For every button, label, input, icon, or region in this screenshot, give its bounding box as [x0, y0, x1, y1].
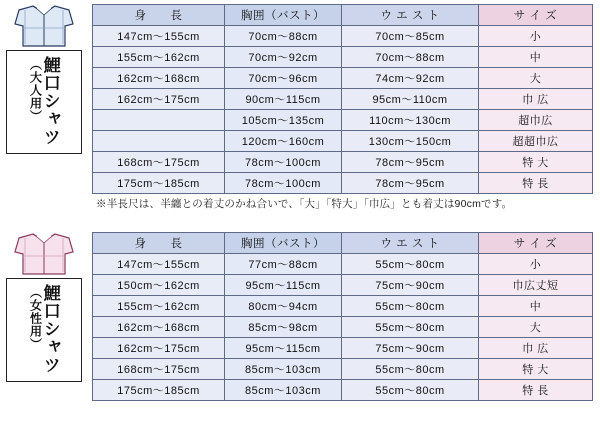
- col-header-waist: ウ エ ス ト: [342, 233, 479, 254]
- cell-waist: 55cm〜80cm: [342, 296, 479, 317]
- women-size-block: [0, 232, 593, 401]
- cell-size: 小: [479, 254, 593, 275]
- col-header-size: サ イ ズ: [479, 233, 593, 254]
- adult-size-block: [0, 4, 593, 194]
- cell-waist: 110cm〜130cm: [342, 110, 479, 131]
- cell-height: 175cm〜185cm: [93, 380, 225, 401]
- adult-size-table: [92, 4, 593, 194]
- table-row: [93, 89, 593, 110]
- cell-bust: 105cm〜135cm: [225, 110, 342, 131]
- women-label-main: 鯉口シャツ: [40, 284, 60, 374]
- cell-bust: 80cm〜94cm: [225, 296, 342, 317]
- cell-size: 特 長: [479, 380, 593, 401]
- table-row: [93, 254, 593, 275]
- table-row: [93, 338, 593, 359]
- cell-height: 155cm〜162cm: [93, 296, 225, 317]
- table-row: [93, 110, 593, 131]
- adult-label-card: [0, 4, 88, 154]
- cell-size: 大: [479, 317, 593, 338]
- cell-waist: 70cm〜88cm: [342, 47, 479, 68]
- cell-height: 162cm〜175cm: [93, 338, 225, 359]
- adult-label-box: [6, 50, 82, 154]
- cell-height: 147cm〜155cm: [93, 254, 225, 275]
- cell-size: 巾 広: [479, 89, 593, 110]
- table-row: [93, 152, 593, 173]
- cell-bust: 90cm〜115cm: [225, 89, 342, 110]
- cell-bust: 95cm〜115cm: [225, 338, 342, 359]
- cell-bust: 95cm〜115cm: [225, 275, 342, 296]
- cell-waist: 70cm〜85cm: [342, 26, 479, 47]
- cell-height: 162cm〜175cm: [93, 89, 225, 110]
- cell-height: [93, 131, 225, 152]
- cell-height: 168cm〜175cm: [93, 152, 225, 173]
- table-header-row: [93, 5, 593, 26]
- cell-bust: 70cm〜88cm: [225, 26, 342, 47]
- women-label-card: [0, 232, 88, 382]
- happi-coat-blue-icon: [9, 4, 79, 48]
- cell-size: 大: [479, 68, 593, 89]
- cell-waist: 130cm〜150cm: [342, 131, 479, 152]
- col-header-size: サ イ ズ: [479, 5, 593, 26]
- col-header-height: 身 長: [93, 233, 225, 254]
- cell-size: 特 長: [479, 173, 593, 194]
- cell-height: 147cm〜155cm: [93, 26, 225, 47]
- table-row: [93, 47, 593, 68]
- table-header-row: [93, 233, 593, 254]
- happi-coat-pink-icon: [9, 232, 79, 276]
- cell-waist: 95cm〜110cm: [342, 89, 479, 110]
- cell-waist: 55cm〜80cm: [342, 317, 479, 338]
- cell-waist: 55cm〜80cm: [342, 359, 479, 380]
- cell-waist: 78cm〜95cm: [342, 152, 479, 173]
- col-header-waist: ウ エ ス ト: [342, 5, 479, 26]
- cell-size: 中: [479, 296, 593, 317]
- cell-waist: 75cm〜90cm: [342, 275, 479, 296]
- adult-label-sub: （大人用）: [28, 58, 43, 123]
- table-row: [93, 380, 593, 401]
- table-row: [93, 131, 593, 152]
- cell-height: 162cm〜168cm: [93, 317, 225, 338]
- women-size-table: [92, 232, 593, 401]
- cell-size: 超巾広: [479, 110, 593, 131]
- cell-bust: 85cm〜103cm: [225, 380, 342, 401]
- adult-label-main: 鯉口シャツ: [40, 56, 60, 146]
- table-row: [93, 68, 593, 89]
- cell-waist: 75cm〜90cm: [342, 338, 479, 359]
- cell-size: 巾 広: [479, 338, 593, 359]
- cell-size: 巾広丈短: [479, 275, 593, 296]
- cell-bust: 120cm〜160cm: [225, 131, 342, 152]
- cell-bust: 77cm〜88cm: [225, 254, 342, 275]
- cell-height: 168cm〜175cm: [93, 359, 225, 380]
- cell-height: 155cm〜162cm: [93, 47, 225, 68]
- cell-height: 175cm〜185cm: [93, 173, 225, 194]
- table-row: [93, 26, 593, 47]
- cell-waist: 55cm〜80cm: [342, 254, 479, 275]
- cell-bust: 78cm〜100cm: [225, 173, 342, 194]
- table-row: [93, 173, 593, 194]
- cell-size: 中: [479, 47, 593, 68]
- cell-bust: 85cm〜103cm: [225, 359, 342, 380]
- cell-waist: 78cm〜95cm: [342, 173, 479, 194]
- cell-bust: 85cm〜98cm: [225, 317, 342, 338]
- cell-bust: 78cm〜100cm: [225, 152, 342, 173]
- cell-size: 特 大: [479, 152, 593, 173]
- footnote: ※半長尺は、半纏との着丈のかね合いで、「大」「特大」「巾広」とも着丈は90cmです。: [96, 198, 513, 210]
- table-row: [93, 296, 593, 317]
- col-header-bust: 胸囲（バスト）: [225, 233, 342, 254]
- cell-size: 特 大: [479, 359, 593, 380]
- cell-size: 超超巾広: [479, 131, 593, 152]
- cell-waist: 55cm〜80cm: [342, 380, 479, 401]
- cell-size: 小: [479, 26, 593, 47]
- cell-bust: 70cm〜96cm: [225, 68, 342, 89]
- women-label-sub: （女性用）: [28, 286, 43, 351]
- cell-height: 150cm〜162cm: [93, 275, 225, 296]
- col-header-bust: 胸囲（バスト）: [225, 5, 342, 26]
- cell-bust: 70cm〜92cm: [225, 47, 342, 68]
- table-row: [93, 317, 593, 338]
- table-row: [93, 359, 593, 380]
- women-label-box: [6, 278, 82, 382]
- col-header-height: 身 長: [93, 5, 225, 26]
- cell-height: [93, 110, 225, 131]
- cell-height: 162cm〜168cm: [93, 68, 225, 89]
- cell-waist: 74cm〜92cm: [342, 68, 479, 89]
- table-row: [93, 275, 593, 296]
